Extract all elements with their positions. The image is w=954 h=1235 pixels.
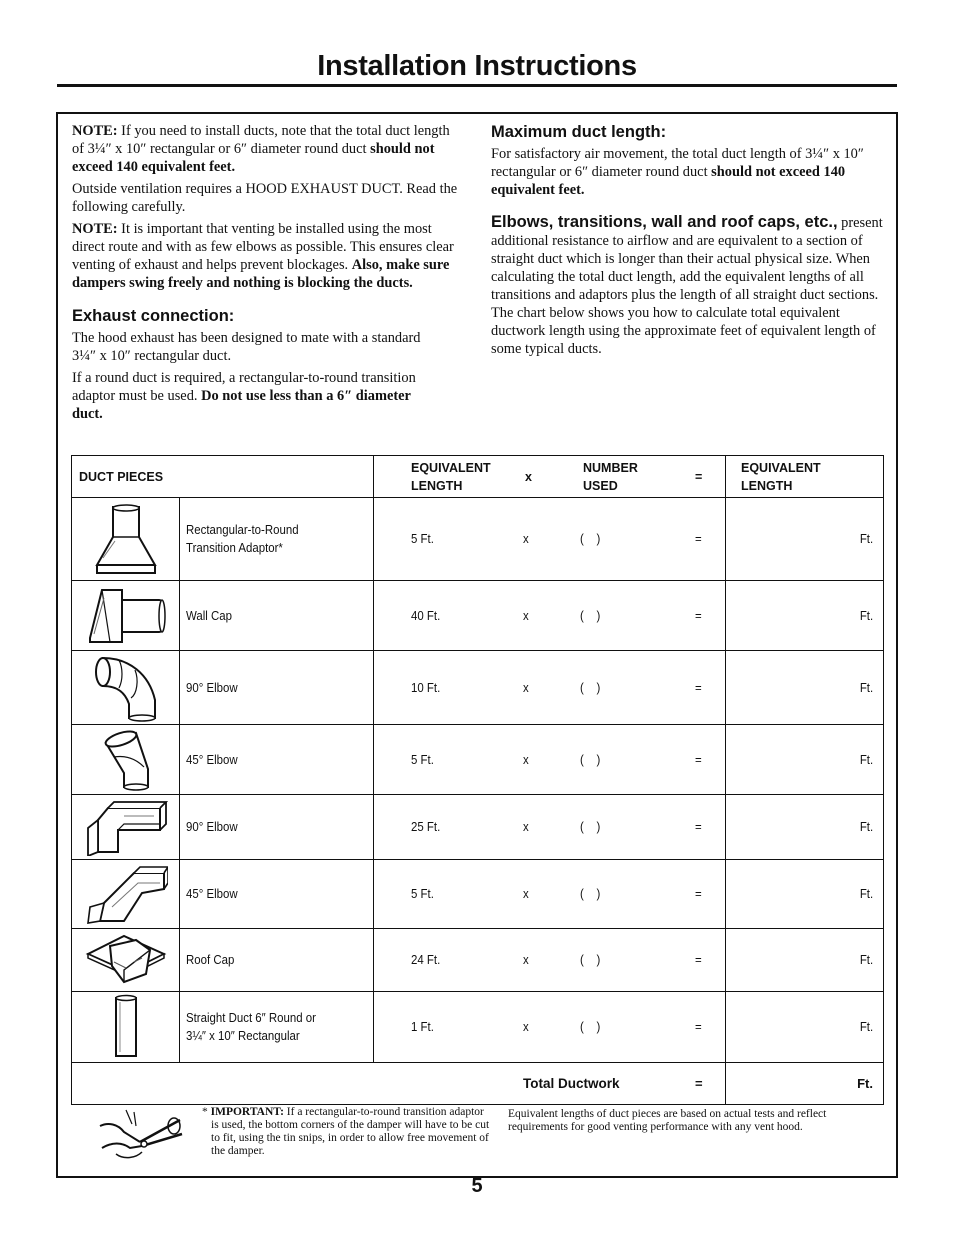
times-sign: x xyxy=(523,751,529,767)
number-used-field[interactable]: ( ) xyxy=(580,531,601,546)
round-90-elbow-icon xyxy=(72,651,180,725)
equals-sign: = xyxy=(695,819,702,834)
rect-90-elbow-icon xyxy=(72,795,180,860)
equals-sign: = xyxy=(695,679,702,695)
table-row xyxy=(72,992,884,1063)
times-sign: x xyxy=(523,531,529,546)
note-venting-route: NOTE: It is important that venting be installed using the most direct route and with as few elbows as possible. This ensures clear venting of exhaust and helps prevent blockages. Also, make sure dampers swing freely and nothing is blocking the ducts. xyxy=(72,221,454,291)
duct-piece-name: 45° Elbow xyxy=(186,886,238,901)
table-row xyxy=(72,860,884,929)
roof-cap-icon xyxy=(72,929,180,992)
result-unit: Ft. xyxy=(859,607,873,623)
table-row xyxy=(72,651,884,725)
result-unit: Ft. xyxy=(859,531,873,546)
table-row xyxy=(72,725,884,795)
result-unit: Ft. xyxy=(859,679,873,695)
important-footnote: * IMPORTANT: If a rectangular-to-round transition adaptor is used, the bottom corners of the damper will have to be cut to fit, using the tin snips, in order to allow free movement of the damper. xyxy=(202,1106,490,1157)
number-used-field[interactable]: ( ) xyxy=(580,607,601,623)
number-used-field[interactable]: ( ) xyxy=(580,679,601,695)
duct-piece-name-line2: Transition Adaptor* xyxy=(186,540,283,555)
number-used-field[interactable]: ( ) xyxy=(580,1019,601,1034)
equals-sign: = xyxy=(695,531,702,546)
duct-piece-name: Wall Cap xyxy=(186,607,232,623)
header-equals: = xyxy=(695,456,726,498)
page-title: Installation Instructions xyxy=(317,50,637,82)
result-unit: Ft. xyxy=(859,1019,873,1034)
duct-piece-name: 90° Elbow xyxy=(186,819,238,834)
table-row xyxy=(72,795,884,860)
header-times: x xyxy=(523,456,580,498)
number-used-field[interactable]: ( ) xyxy=(580,886,601,901)
header-result-length: EQUIVALENT LENGTH xyxy=(726,456,884,498)
equals-sign: = xyxy=(695,751,702,767)
total-result-unit[interactable]: Ft. xyxy=(726,1063,884,1105)
equals-sign: = xyxy=(695,886,702,901)
equivalent-length-value: 24 Ft. xyxy=(411,952,441,967)
note-duct-length: NOTE: If you need to install ducts, note that the total duct length of 3¼″ x 10″ rectangular or 6″ diameter round duct should not exceed 140 equivalent feet. xyxy=(72,123,450,175)
exhaust-paragraph-1: The hood exhaust has been designed to mate with a standard 3¼″ x 10″ rectangular duct. xyxy=(72,330,421,364)
table-row xyxy=(72,929,884,992)
table-row xyxy=(72,498,884,581)
result-unit: Ft. xyxy=(859,952,873,967)
equivalent-length-value: 1 Ft. xyxy=(411,1019,434,1034)
exhaust-paragraph-2: If a round duct is required, a rectangular-to-round transition adaptor must be used. Do not use less than a 6″ diameter duct. xyxy=(72,370,416,422)
equivalent-length-value: 40 Ft. xyxy=(411,607,441,623)
straight-duct-icon xyxy=(72,992,180,1063)
max-duct-length-text: For satisfactory air movement, the total duct length of 3¼″ x 10″ rectangular or 6″ diameter round duct should not exceed 140 equivalent feet. xyxy=(491,146,864,198)
total-row xyxy=(72,1063,884,1105)
duct-piece-name: 45° Elbow xyxy=(186,751,238,767)
equivalent-length-value: 5 Ft. xyxy=(411,751,434,767)
tin-snips-icon xyxy=(96,1108,186,1168)
number-used-field[interactable]: ( ) xyxy=(580,751,601,767)
round-45-elbow-icon xyxy=(72,725,180,795)
times-sign: x xyxy=(523,1019,529,1034)
equivalent-lengths-note: Equivalent lengths of duct pieces are based on actual tests and reflect requirements for good venting performance with any vent hood. xyxy=(508,1108,827,1133)
duct-piece-name: 90° Elbow xyxy=(186,679,238,695)
times-sign: x xyxy=(523,886,529,901)
times-sign: x xyxy=(523,819,529,834)
equivalent-length-value: 5 Ft. xyxy=(411,886,434,901)
table-row xyxy=(72,581,884,651)
duct-piece-name: Roof Cap xyxy=(186,952,235,967)
page-number: 5 xyxy=(471,1175,483,1197)
duct-piece-name: Rectangular-to-Round xyxy=(186,522,299,537)
equivalent-length-value: 25 Ft. xyxy=(411,819,441,834)
header-number-used: NUMBER USED xyxy=(580,456,695,498)
right-column xyxy=(491,122,883,362)
result-unit: Ft. xyxy=(859,751,873,767)
max-duct-length-heading: Maximum duct length: xyxy=(491,123,667,141)
equals-sign: = xyxy=(695,607,702,623)
times-sign: x xyxy=(523,952,529,967)
exhaust-connection-heading: Exhaust connection: xyxy=(72,307,235,325)
table-header-row xyxy=(72,456,884,498)
result-unit: Ft. xyxy=(859,819,873,834)
times-sign: x xyxy=(523,607,529,623)
equals-sign: = xyxy=(695,952,702,967)
title-rule xyxy=(57,84,897,87)
equals-sign: = xyxy=(695,1019,702,1034)
duct-piece-name-line2: 3¼″ x 10″ Rectangular xyxy=(186,1028,300,1043)
equivalent-length-value: 10 Ft. xyxy=(411,679,441,695)
equivalent-length-value: 5 Ft. xyxy=(411,531,434,546)
header-equivalent-length: EQUIVALENT LENGTH xyxy=(374,456,524,498)
times-sign: x xyxy=(523,679,529,695)
elbows-paragraph: Elbows, transitions, wall and roof caps, etc., present additional resistance to airflow and are equivalent to a section of straight duct which is longer than their actual physical size. When calculating the total duct length, add the equivalent lengths of all transitions and adaptors plus the length of all straight duct sections. The chart below shows you how to calculate total equivalent ductwork length using the approximate feet of equivalent length of some typical ducts. xyxy=(491,213,883,357)
rect-45-elbow-icon xyxy=(72,860,180,929)
total-ductwork-label: Total Ductwork xyxy=(523,1063,695,1105)
total-equals-sign: = xyxy=(695,1063,726,1105)
wall-cap-icon xyxy=(72,581,180,651)
result-unit: Ft. xyxy=(859,886,873,901)
number-used-field[interactable]: ( ) xyxy=(580,819,601,834)
header-duct-pieces: DUCT PIECES xyxy=(72,456,374,498)
duct-piece-name: Straight Duct 6″ Round or xyxy=(186,1010,316,1025)
transition-adaptor-icon xyxy=(72,498,180,581)
number-used-field[interactable]: ( ) xyxy=(580,952,601,967)
left-column xyxy=(72,122,464,427)
outside-ventilation-text: Outside ventilation requires a HOOD EXHAUST DUCT. Read the following carefully. xyxy=(72,181,458,215)
duct-calculation-table xyxy=(71,455,884,1105)
